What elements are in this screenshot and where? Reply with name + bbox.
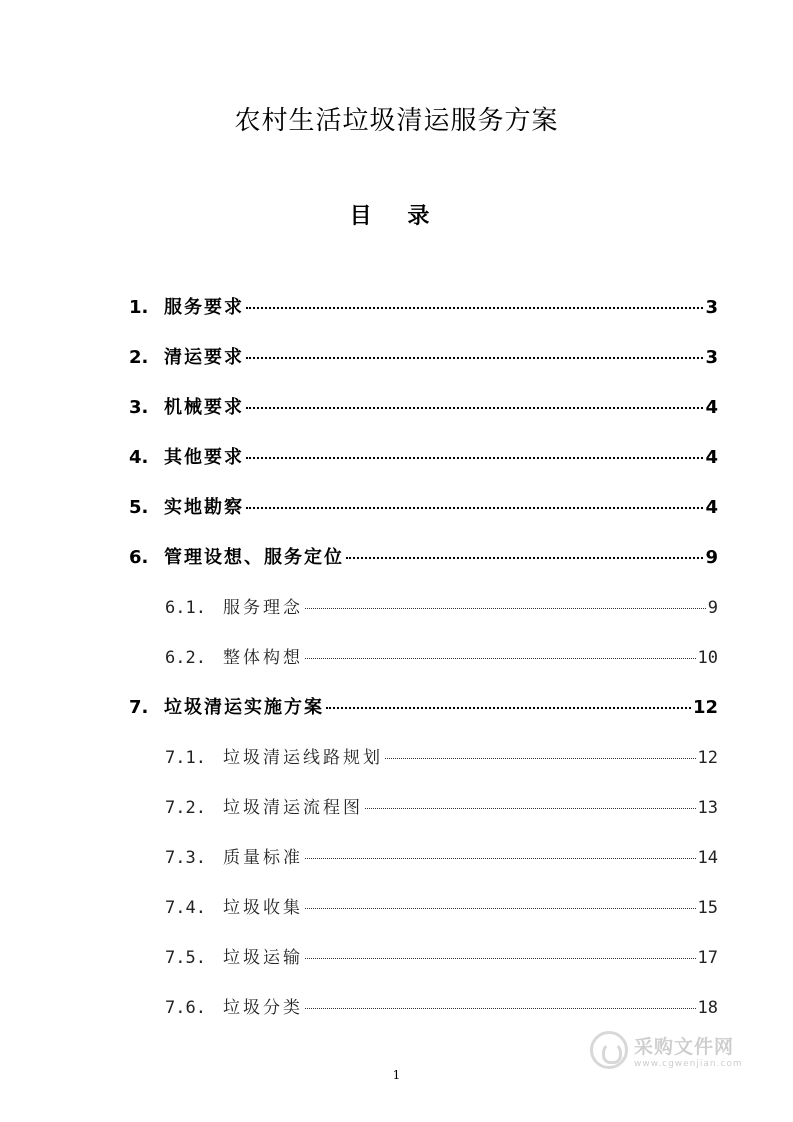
toc-entry-page: 18 xyxy=(697,998,718,1018)
toc-entry[interactable] xyxy=(165,793,718,818)
toc-entry-title: 垃圾分类 xyxy=(223,998,303,1018)
toc-dot-leader xyxy=(305,658,696,659)
toc-entry[interactable] xyxy=(165,893,718,918)
toc-entry-page: 13 xyxy=(697,798,718,818)
toc-dot-leader xyxy=(246,407,703,409)
toc-entry[interactable] xyxy=(129,293,718,319)
watermark-url: www.cgwenjian.com xyxy=(634,1058,743,1069)
toc-entry-number: 2. xyxy=(129,347,149,368)
toc-entry-number: 7.4. xyxy=(165,898,206,918)
toc-entry-number: 3. xyxy=(129,397,149,418)
toc-entry-number: 7. xyxy=(129,697,149,718)
toc-entry-title: 垃圾运输 xyxy=(223,948,303,968)
toc-entry[interactable] xyxy=(129,393,718,419)
toc-dot-leader xyxy=(385,758,696,759)
toc-heading: 目 录 xyxy=(349,203,444,229)
toc-entry[interactable] xyxy=(129,343,718,369)
toc-entry[interactable] xyxy=(165,593,718,618)
toc-entry-page: 9 xyxy=(705,547,718,568)
toc-entry-page: 12 xyxy=(692,697,718,718)
toc-dot-leader xyxy=(246,507,703,509)
toc-entry-page: 3 xyxy=(705,297,718,318)
toc-dot-leader xyxy=(305,608,706,609)
toc-entry-number: 7.1. xyxy=(165,748,206,768)
toc-entry[interactable] xyxy=(165,943,718,968)
toc-entry-title: 垃圾清运流程图 xyxy=(223,798,363,818)
toc-entry-title: 服务理念 xyxy=(223,598,303,618)
toc-entry[interactable] xyxy=(129,543,718,569)
toc-entry-title: 实地勘察 xyxy=(164,497,244,518)
toc-entry-title: 垃圾清运线路规划 xyxy=(223,748,383,768)
watermark xyxy=(590,1025,760,1075)
toc-dot-leader xyxy=(365,808,696,809)
toc-entry-page: 4 xyxy=(705,447,718,468)
toc-entry-page: 14 xyxy=(697,848,718,868)
toc-entry-number: 6.1. xyxy=(165,598,206,618)
toc-entry-title: 机械要求 xyxy=(164,397,244,418)
toc-entry-title: 垃圾收集 xyxy=(223,898,303,918)
toc-entry-title: 管理设想、服务定位 xyxy=(164,547,344,568)
toc-dot-leader xyxy=(246,457,703,459)
toc-dot-leader xyxy=(346,557,703,559)
toc-entry-page: 4 xyxy=(705,397,718,418)
toc-entry-title: 服务要求 xyxy=(164,297,244,318)
toc-entry-page: 3 xyxy=(705,347,718,368)
logo-icon xyxy=(590,1031,628,1069)
toc-dot-leader xyxy=(246,307,703,309)
toc-entry-title: 清运要求 xyxy=(164,347,244,368)
toc-entry[interactable] xyxy=(129,693,718,719)
toc-dot-leader xyxy=(246,357,703,359)
toc-entry-page: 10 xyxy=(697,648,718,668)
toc-dot-leader xyxy=(305,858,696,859)
toc-entry-page: 17 xyxy=(697,948,718,968)
toc-entry-page: 4 xyxy=(705,497,718,518)
toc-entry-number: 4. xyxy=(129,447,149,468)
toc-entry-number: 6. xyxy=(129,547,149,568)
toc-entry-page: 15 xyxy=(697,898,718,918)
toc-entry-number: 7.3. xyxy=(165,848,206,868)
toc-entry-title: 整体构想 xyxy=(223,648,303,668)
toc-entry[interactable] xyxy=(165,643,718,668)
toc-dot-leader xyxy=(305,958,696,959)
toc-entry[interactable] xyxy=(129,443,718,469)
toc-dot-leader xyxy=(305,908,696,909)
toc-entry-title: 垃圾清运实施方案 xyxy=(164,697,324,718)
toc-dot-leader xyxy=(326,707,691,709)
toc-entry-number: 6.2. xyxy=(165,648,206,668)
toc-entry-number: 5. xyxy=(129,497,149,518)
toc-entry-number: 1. xyxy=(129,297,149,318)
toc-dot-leader xyxy=(305,1008,696,1009)
toc-entry[interactable] xyxy=(129,493,718,519)
toc-entry-page: 12 xyxy=(697,748,718,768)
toc-entry-title: 质量标准 xyxy=(223,848,303,868)
table-of-contents xyxy=(0,280,793,1020)
toc-entry-number: 7.2. xyxy=(165,798,206,818)
toc-entry-title: 其他要求 xyxy=(164,447,244,468)
page-number: 1 xyxy=(392,1068,401,1082)
toc-entry[interactable] xyxy=(165,843,718,868)
toc-entry[interactable] xyxy=(165,993,718,1018)
toc-entry-number: 7.5. xyxy=(165,948,206,968)
watermark-text: 采购文件网 xyxy=(634,1035,735,1058)
toc-entry-page: 9 xyxy=(707,598,718,618)
toc-entry[interactable] xyxy=(165,743,718,768)
document-title: 农村生活垃圾清运服务方案 xyxy=(234,106,559,136)
toc-entry-number: 7.6. xyxy=(165,998,206,1018)
